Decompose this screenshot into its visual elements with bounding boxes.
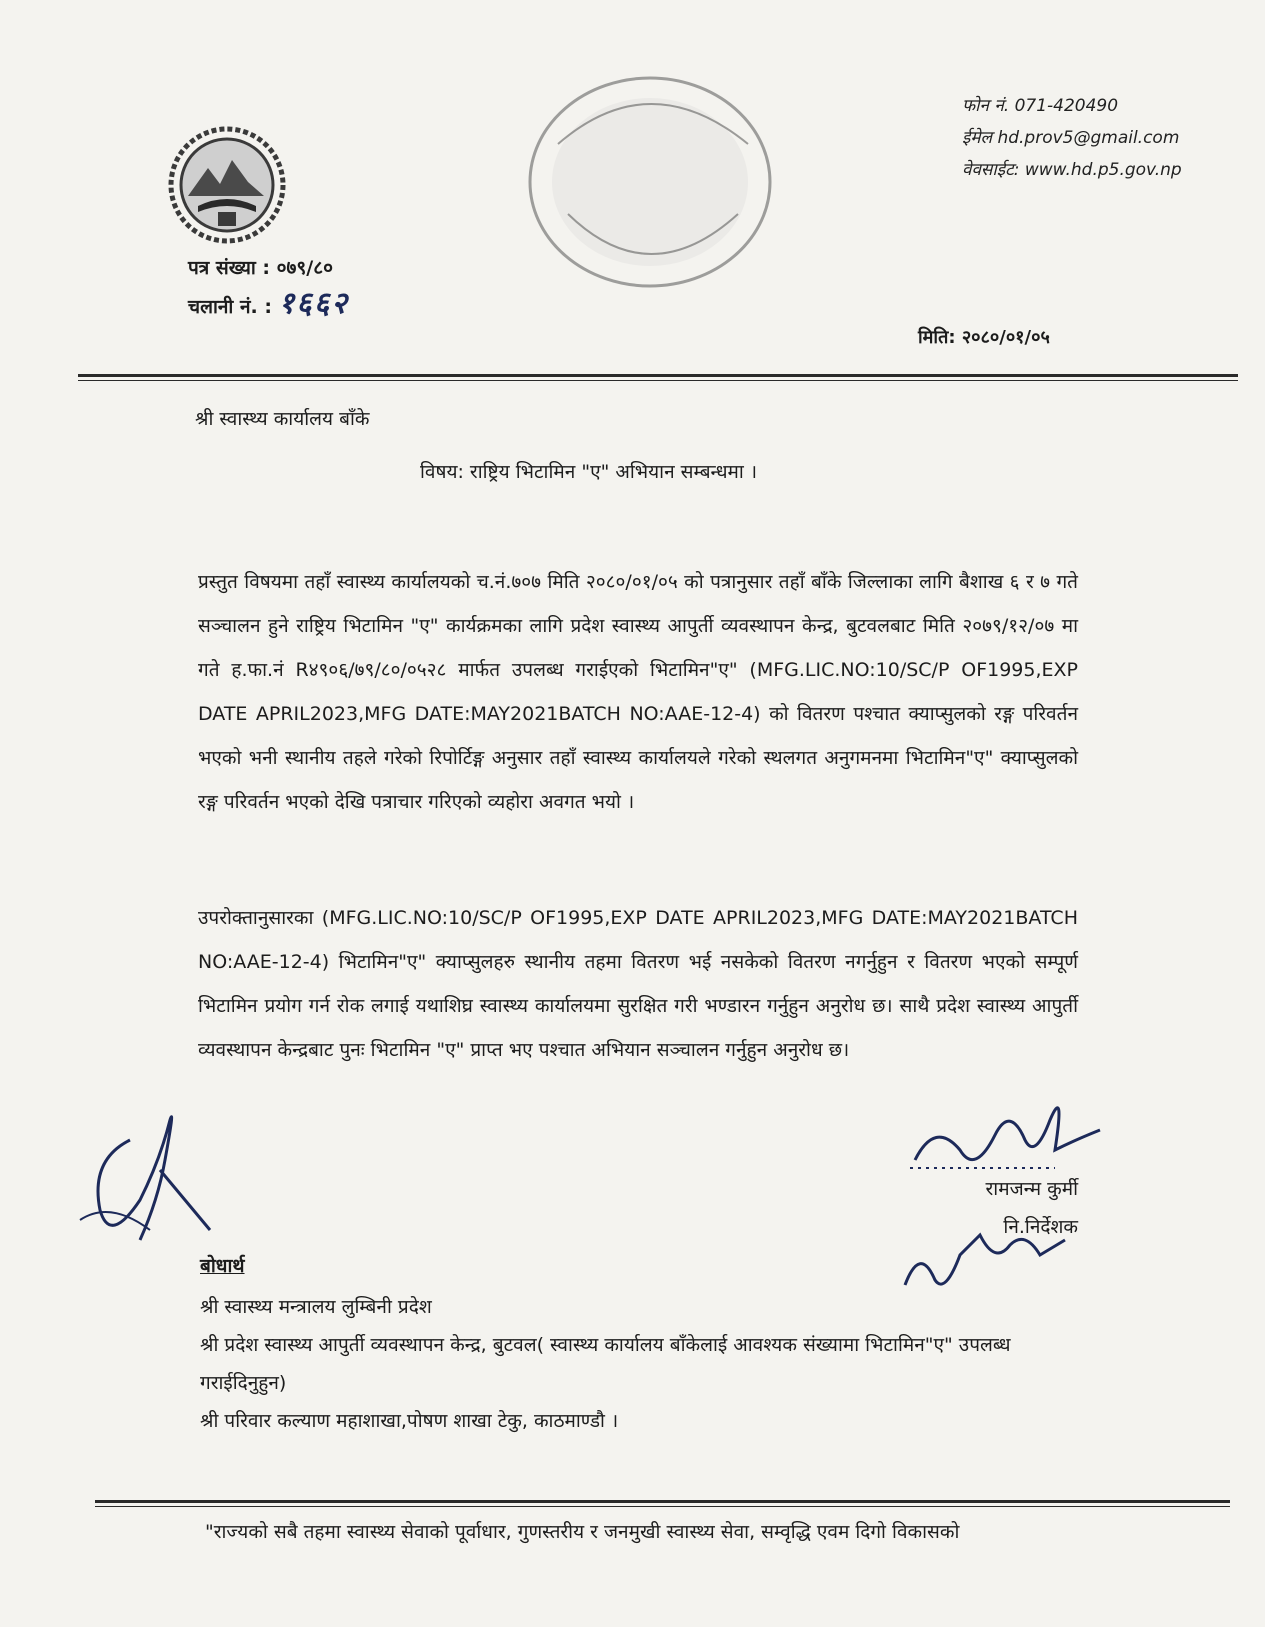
cc-item: श्री प्रदेश स्वास्थ्य आपुर्ती व्यवस्थापन केन्द्र, बुटवल( स्वास्थ्य कार्यालय बाँकेलाई आवश्यक संख्यामा भिटामिन"ए" उपलब्ध गराईदिनुहुन) (200, 1334, 1011, 1394)
director-signature (905, 1080, 1105, 1180)
dispatch-number (188, 286, 349, 325)
footer-motto: "राज्यको सबै तहमा स्वास्थ्य सेवाको पूर्वाधार, गुणस्तरीय र जनमुखी स्वास्थ्य सेवा, सम्वृद्धि एवम दिगो विकासको (205, 1521, 960, 1543)
dispatch-value: १६६२ (278, 286, 349, 321)
website: वेवसाईट: www.hd.p5.gov.np (962, 160, 1182, 180)
recipient: श्री स्वास्थ्य कार्यालय बाँके (195, 408, 370, 430)
contact-block (962, 90, 1182, 186)
subject-line: विषय: राष्ट्रिय भिटामिन "ए" अभियान सम्बन्धमा । (420, 461, 758, 483)
initials-signature (70, 1100, 220, 1250)
letter-number: पत्र संख्या : ०७९/८० (188, 257, 333, 279)
signatory-name: रामजन्म कुर्मी (985, 1178, 1078, 1200)
cc-list (200, 1288, 1080, 1440)
letter-date: मिति: २०८०/०१/०५ (918, 327, 1050, 348)
nepal-emblem-logo (168, 126, 286, 244)
dispatch-label: चलानी नं. : (188, 296, 272, 318)
body-paragraph-1: प्रस्तुत विषयमा तहाँ स्वास्थ्य कार्यालयको च.नं.७०७ मिति २०८०/०१/०५ को पत्रानुसार तहाँ बाँके जिल्लाका लागि बैशाख ६ र ७ गते सञ्चालन हुने राष्ट्रिय भिटामिन "ए" कार्यक्रमका लागि प्रदेश स्वास्थ्य आपुर्ती व्यवस्थापन केन्द्र, बुटवलबाट मिति २०७९/१२/०७ मा गते ह.फा.नं R४९०६/७९/८०/०५२८ मार्फत उपलब्ध गराईएको भिटामिन"ए" (MFG.LIC.NO:10/SC/P OF1995,EXP DATE APRIL2023,MFG DATE:MAY2021BATCH NO:AAE-12-4) को वितरण पश्चात क्याप्सुलको रङ्ग परिवर्तन भएको भनी स्थानीय तहले गरेको रिपोर्टिङ्ग अनुसार तहाँ स्वास्थ्य कार्यालयले गरेको स्थलगत अनुगमनमा भिटामिन"ए" क्याप्सुलको रङ्ग परिवर्तन भएको देखि पत्राचार गरिएको व्यहोरा अवगत भयो । (198, 571, 1078, 813)
cc-item: श्री स्वास्थ्य मन्त्रालय लुम्बिनी प्रदेश (200, 1296, 432, 1318)
cc-heading: बोधार्थ (200, 1255, 245, 1277)
office-stamp (488, 64, 784, 300)
footer-divider (95, 1500, 1230, 1503)
cc-item: श्री परिवार कल्याण महाशाखा,पोषण शाखा टेकु, काठमाण्डौ । (200, 1410, 619, 1432)
reference-block (188, 250, 349, 325)
footer-divider-thin (95, 1506, 1230, 1507)
header-divider-thin (78, 380, 1238, 381)
phone-number: फोन नं. 071-420490 (962, 96, 1119, 116)
signatory-initials-scribble (900, 1225, 1070, 1295)
body-paragraph-2: उपरोक्तानुसारका (MFG.LIC.NO:10/SC/P OF1995,EXP DATE APRIL2023,MFG DATE:MAY2021BATCH NO:AAE-12-4) भिटामिन"ए" क्याप्सुलहरु स्थानीय तहमा वितरण भई नसकेको वितरण नगर्नुहुन र वितरण भएको सम्पूर्ण भिटामिन प्रयोग गर्न रोक लगाई यथाशिघ्र स्वास्थ्य कार्यालयमा सुरक्षित गरी भण्डारन गर्नुहुन अनुरोध छ। साथै प्रदेश स्वास्थ्य आपुर्ती व्यवस्थापन केन्द्रबाट पुनः भिटामिन "ए" प्राप्त भए पश्चात अभियान सञ्चालन गर्नुहुन अनुरोध छ। (198, 907, 1078, 1061)
email-address: ईमेल hd.prov5@gmail.com (962, 128, 1180, 148)
signatory-title: नि.निर्देशक (1003, 1216, 1078, 1238)
header-divider (78, 374, 1238, 377)
